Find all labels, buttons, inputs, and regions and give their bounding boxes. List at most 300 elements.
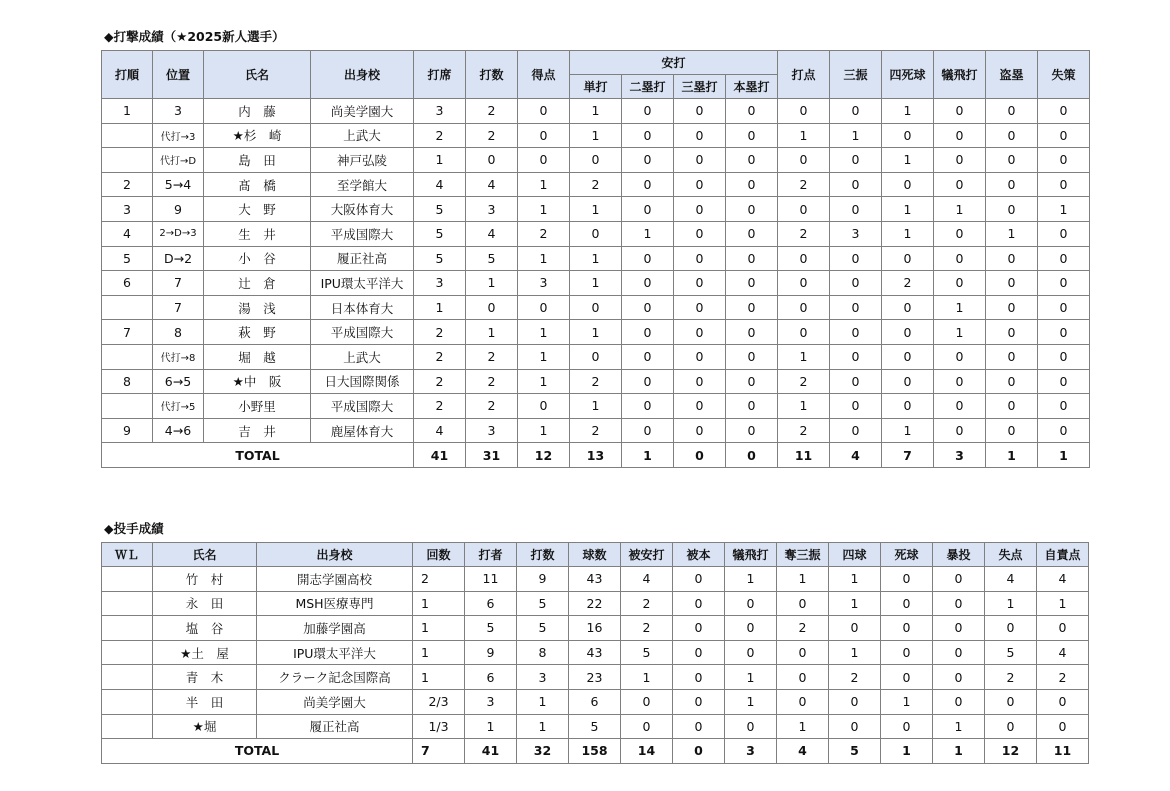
pitching-cell-hbp: 0 [881, 567, 933, 592]
batting-cell-err: 1 [1038, 197, 1090, 222]
header-school: 出身校 [257, 543, 413, 567]
batting-cell-rbi: 0 [778, 320, 830, 345]
batting-cell-rbi: 1 [778, 344, 830, 369]
pitching-cell-pitches: 43 [569, 567, 621, 592]
batting-cell-bb: 1 [882, 197, 934, 222]
pitching-total-hits: 14 [621, 739, 673, 764]
batting-cell-triple: 0 [674, 246, 726, 271]
batting-cell-pa: 5 [414, 197, 466, 222]
pitching-cell-bb: 1 [829, 567, 881, 592]
pitching-total-pitches: 158 [569, 739, 621, 764]
batting-cell-pa: 4 [414, 172, 466, 197]
batting-cell-rbi: 2 [778, 369, 830, 394]
batting-cell-bb: 0 [882, 123, 934, 148]
batting-cell-pos: 代打→D [153, 148, 204, 173]
batting-cell-pos: 9 [153, 197, 204, 222]
batting-total-single: 13 [570, 443, 622, 468]
header-hits-allowed: 被安打 [621, 543, 673, 567]
batting-cell-bb: 0 [882, 320, 934, 345]
pitching-cell-pitches: 5 [569, 714, 621, 739]
batting-cell-ab: 2 [466, 394, 518, 419]
pitching-cell-sac: 1 [725, 689, 777, 714]
batting-cell-rbi: 0 [778, 197, 830, 222]
header-home-run: 本塁打 [726, 75, 778, 99]
pitching-cell-hbp: 0 [881, 591, 933, 616]
header-strikeouts: 三振 [830, 51, 882, 99]
batting-cell-sac: 0 [934, 344, 986, 369]
pitching-cell-name: 半 田 [153, 689, 257, 714]
header-at-bats: 打数 [466, 51, 518, 99]
batting-cell-sb: 0 [986, 172, 1038, 197]
batting-cell-so: 0 [830, 369, 882, 394]
batting-cell-runs: 1 [518, 172, 570, 197]
batting-cell-name: 吉 井 [204, 418, 311, 443]
batting-cell-sb: 0 [986, 246, 1038, 271]
batting-cell-hr: 0 [726, 148, 778, 173]
batting-cell-pos: 4→6 [153, 418, 204, 443]
pitching-cell-ip: 1 [413, 591, 465, 616]
batting-cell-bb: 0 [882, 344, 934, 369]
batting-cell-sb: 1 [986, 221, 1038, 246]
batting-cell-triple: 0 [674, 295, 726, 320]
pitching-total-runs: 12 [985, 739, 1037, 764]
pitching-cell-school: IPU環太平洋大 [257, 640, 413, 665]
header-innings: 回数 [413, 543, 465, 567]
batting-row [102, 271, 1090, 296]
pitching-cell-hbp: 0 [881, 640, 933, 665]
batting-cell-single: 1 [570, 197, 622, 222]
batting-cell-bb: 1 [882, 418, 934, 443]
batting-cell-rbi: 0 [778, 99, 830, 124]
batting-row [102, 418, 1090, 443]
batting-cell-rbi: 2 [778, 172, 830, 197]
batting-cell-sb: 0 [986, 123, 1038, 148]
pitching-cell-runs: 0 [985, 616, 1037, 641]
header-hits: 安打 [570, 51, 778, 75]
pitching-cell-wl [102, 689, 153, 714]
batting-cell-err: 0 [1038, 99, 1090, 124]
batting-cell-runs: 0 [518, 123, 570, 148]
batting-cell-pa: 1 [414, 295, 466, 320]
batting-row [102, 344, 1090, 369]
pitching-cell-er: 4 [1037, 640, 1089, 665]
batting-cell-order [102, 123, 153, 148]
batting-cell-so: 0 [830, 418, 882, 443]
batting-cell-single: 1 [570, 246, 622, 271]
batting-cell-order: 3 [102, 197, 153, 222]
batting-cell-sb: 0 [986, 418, 1038, 443]
pitching-row [102, 591, 1089, 616]
batting-cell-runs: 0 [518, 295, 570, 320]
batting-cell-order: 1 [102, 99, 153, 124]
pitching-row [102, 567, 1089, 592]
pitching-cell-wl [102, 640, 153, 665]
batting-cell-single: 1 [570, 394, 622, 419]
batting-cell-double: 0 [622, 369, 674, 394]
batting-cell-double: 1 [622, 221, 674, 246]
batting-cell-name: 大 野 [204, 197, 311, 222]
batting-cell-sb: 0 [986, 320, 1038, 345]
batting-cell-pa: 2 [414, 394, 466, 419]
pitching-cell-so: 0 [777, 640, 829, 665]
pitching-cell-hr: 0 [673, 714, 725, 739]
batting-cell-pa: 4 [414, 418, 466, 443]
batting-cell-ab: 3 [466, 197, 518, 222]
batting-cell-school: 日本体育大 [311, 295, 414, 320]
pitching-cell-bf: 11 [465, 567, 517, 592]
pitching-cell-hr: 0 [673, 567, 725, 592]
batting-row [102, 246, 1090, 271]
pitching-cell-ip: 1 [413, 616, 465, 641]
batting-cell-bb: 0 [882, 394, 934, 419]
batting-cell-pos: D→2 [153, 246, 204, 271]
batting-cell-err: 0 [1038, 271, 1090, 296]
batting-cell-sb: 0 [986, 271, 1038, 296]
pitching-cell-bf: 5 [465, 616, 517, 641]
pitching-cell-hits: 2 [621, 616, 673, 641]
batting-cell-ab: 0 [466, 148, 518, 173]
batting-cell-pos: 8 [153, 320, 204, 345]
batting-cell-school: 大阪体育大 [311, 197, 414, 222]
batting-cell-single: 2 [570, 369, 622, 394]
pitching-cell-sac: 0 [725, 616, 777, 641]
pitching-cell-hr: 0 [673, 665, 725, 690]
header-runs-allowed: 失点 [985, 543, 1037, 567]
pitching-row [102, 665, 1089, 690]
header-plate-appearances: 打席 [414, 51, 466, 99]
batting-cell-err: 0 [1038, 295, 1090, 320]
batting-cell-ab: 2 [466, 344, 518, 369]
header-triple: 三塁打 [674, 75, 726, 99]
pitching-cell-hits: 0 [621, 714, 673, 739]
pitching-cell-so: 1 [777, 567, 829, 592]
batting-cell-ab: 3 [466, 418, 518, 443]
pitching-cell-runs: 4 [985, 567, 1037, 592]
batting-cell-single: 0 [570, 344, 622, 369]
header-school: 出身校 [311, 51, 414, 99]
batting-cell-triple: 0 [674, 344, 726, 369]
batting-cell-hr: 0 [726, 246, 778, 271]
batting-cell-double: 0 [622, 295, 674, 320]
pitching-cell-wp: 0 [933, 591, 985, 616]
batting-row [102, 148, 1090, 173]
pitching-cell-wl [102, 714, 153, 739]
pitching-cell-wl [102, 616, 153, 641]
batting-cell-runs: 2 [518, 221, 570, 246]
header-runs: 得点 [518, 51, 570, 99]
batting-cell-single: 0 [570, 221, 622, 246]
pitching-cell-bb: 2 [829, 665, 881, 690]
batting-cell-err: 0 [1038, 394, 1090, 419]
pitching-cell-ip: 1/3 [413, 714, 465, 739]
batting-cell-rbi: 0 [778, 246, 830, 271]
batting-cell-name: 小野里 [204, 394, 311, 419]
batting-total-pa: 41 [414, 443, 466, 468]
header-single: 単打 [570, 75, 622, 99]
batting-cell-hr: 0 [726, 271, 778, 296]
batting-cell-name: 小 谷 [204, 246, 311, 271]
batting-cell-hr: 0 [726, 99, 778, 124]
pitching-cell-wp: 0 [933, 616, 985, 641]
batting-cell-hr: 0 [726, 172, 778, 197]
pitching-cell-so: 2 [777, 616, 829, 641]
batting-cell-ab: 2 [466, 99, 518, 124]
batting-cell-name: 堀 越 [204, 344, 311, 369]
pitching-cell-school: 加藤学園高 [257, 616, 413, 641]
pitching-cell-pitches: 23 [569, 665, 621, 690]
batting-row [102, 295, 1090, 320]
batting-cell-pa: 2 [414, 320, 466, 345]
pitching-cell-ab: 8 [517, 640, 569, 665]
header-strikeouts: 奪三振 [777, 543, 829, 567]
pitching-cell-school: MSH医療専門 [257, 591, 413, 616]
batting-total-bb: 7 [882, 443, 934, 468]
pitching-cell-sac: 1 [725, 665, 777, 690]
batting-cell-triple: 0 [674, 221, 726, 246]
batting-cell-bb: 2 [882, 271, 934, 296]
pitching-row [102, 616, 1089, 641]
batting-cell-so: 3 [830, 221, 882, 246]
header-errors: 失策 [1038, 51, 1090, 99]
pitching-cell-ab: 1 [517, 714, 569, 739]
header-sacrifices: 犠飛打 [725, 543, 777, 567]
batting-total-triple: 0 [674, 443, 726, 468]
pitching-cell-ab: 3 [517, 665, 569, 690]
batting-total-ab: 31 [466, 443, 518, 468]
batting-cell-double: 0 [622, 394, 674, 419]
pitching-cell-name: ★堀 [153, 714, 257, 739]
pitching-cell-bb: 1 [829, 640, 881, 665]
pitching-cell-pitches: 22 [569, 591, 621, 616]
pitching-cell-sac: 0 [725, 640, 777, 665]
batting-cell-school: 至学館大 [311, 172, 414, 197]
pitching-cell-hr: 0 [673, 640, 725, 665]
batting-cell-runs: 3 [518, 271, 570, 296]
pitching-cell-school: 開志学園高校 [257, 567, 413, 592]
batting-cell-triple: 0 [674, 172, 726, 197]
pitching-cell-ab: 5 [517, 591, 569, 616]
header-hit-by-pitch: 死球 [881, 543, 933, 567]
batting-cell-order: 8 [102, 369, 153, 394]
batting-cell-sac: 0 [934, 99, 986, 124]
pitching-cell-runs: 0 [985, 689, 1037, 714]
pitching-total-bb: 5 [829, 739, 881, 764]
batting-cell-so: 0 [830, 271, 882, 296]
pitching-cell-er: 0 [1037, 616, 1089, 641]
batting-cell-pos: 7 [153, 271, 204, 296]
pitching-cell-pitches: 43 [569, 640, 621, 665]
batting-cell-hr: 0 [726, 344, 778, 369]
pitching-cell-so: 0 [777, 665, 829, 690]
batting-cell-rbi: 1 [778, 394, 830, 419]
header-home-runs-allowed: 被本 [673, 543, 725, 567]
pitching-cell-wl [102, 591, 153, 616]
batting-cell-sb: 0 [986, 197, 1038, 222]
pitching-cell-sac: 0 [725, 714, 777, 739]
batting-cell-school: 平成国際大 [311, 320, 414, 345]
batting-cell-sac: 0 [934, 394, 986, 419]
batting-row [102, 320, 1090, 345]
pitching-cell-ip: 1 [413, 640, 465, 665]
pitching-cell-ab: 9 [517, 567, 569, 592]
batting-cell-double: 0 [622, 246, 674, 271]
pitching-cell-hbp: 1 [881, 689, 933, 714]
pitching-section-title: ◆投手成績 [104, 521, 164, 536]
batting-cell-err: 0 [1038, 246, 1090, 271]
pitching-cell-bf: 9 [465, 640, 517, 665]
batting-cell-bb: 1 [882, 221, 934, 246]
batting-cell-school: IPU環太平洋大 [311, 271, 414, 296]
batting-cell-rbi: 0 [778, 148, 830, 173]
batting-cell-pa: 3 [414, 271, 466, 296]
pitching-cell-name: 永 田 [153, 591, 257, 616]
pitching-cell-bb: 1 [829, 591, 881, 616]
pitching-total-ip: 7 [413, 739, 465, 764]
batting-cell-runs: 0 [518, 99, 570, 124]
batting-cell-pa: 2 [414, 344, 466, 369]
batting-cell-runs: 0 [518, 148, 570, 173]
pitching-cell-hbp: 0 [881, 665, 933, 690]
pitching-cell-hr: 0 [673, 689, 725, 714]
batting-cell-runs: 1 [518, 369, 570, 394]
header-walks-hbp: 四死球 [882, 51, 934, 99]
batting-cell-err: 0 [1038, 172, 1090, 197]
batting-cell-name: ★杉 崎 [204, 123, 311, 148]
batting-cell-runs: 0 [518, 394, 570, 419]
pitching-cell-school: 履正社高 [257, 714, 413, 739]
batting-cell-sb: 0 [986, 148, 1038, 173]
batting-cell-pos: 6→5 [153, 369, 204, 394]
pitching-cell-bb: 0 [829, 714, 881, 739]
pitching-cell-pitches: 16 [569, 616, 621, 641]
batting-cell-school: 履正社高 [311, 246, 414, 271]
batting-cell-school: 尚美学園大 [311, 99, 414, 124]
pitching-cell-bb: 0 [829, 689, 881, 714]
header-name: 氏名 [153, 543, 257, 567]
pitching-cell-wp: 0 [933, 567, 985, 592]
batting-row [102, 123, 1090, 148]
batting-cell-order [102, 295, 153, 320]
batting-cell-triple: 0 [674, 369, 726, 394]
batting-cell-hr: 0 [726, 394, 778, 419]
batting-total-runs: 12 [518, 443, 570, 468]
pitching-total-row [102, 739, 1089, 764]
batting-cell-double: 0 [622, 344, 674, 369]
batting-cell-ab: 0 [466, 295, 518, 320]
pitching-cell-pitches: 6 [569, 689, 621, 714]
batting-stats-table [101, 50, 1090, 468]
batting-cell-order: 2 [102, 172, 153, 197]
pitching-cell-wl [102, 567, 153, 592]
pitching-cell-wp: 1 [933, 714, 985, 739]
batting-cell-sb: 0 [986, 369, 1038, 394]
batting-cell-sac: 1 [934, 295, 986, 320]
batting-cell-sb: 0 [986, 295, 1038, 320]
batting-total-sac: 3 [934, 443, 986, 468]
batting-cell-pa: 1 [414, 148, 466, 173]
pitching-cell-sac: 0 [725, 591, 777, 616]
batting-cell-err: 0 [1038, 320, 1090, 345]
pitching-cell-wl [102, 665, 153, 690]
batting-cell-sac: 0 [934, 246, 986, 271]
pitching-cell-name: 竹 村 [153, 567, 257, 592]
batting-cell-sac: 0 [934, 172, 986, 197]
batting-cell-pos: 代打→3 [153, 123, 204, 148]
batting-cell-rbi: 0 [778, 271, 830, 296]
batting-cell-err: 0 [1038, 369, 1090, 394]
batting-cell-double: 0 [622, 320, 674, 345]
pitching-cell-hr: 0 [673, 591, 725, 616]
batting-cell-double: 0 [622, 99, 674, 124]
batting-cell-rbi: 2 [778, 418, 830, 443]
pitching-stats-table [101, 542, 1089, 764]
batting-cell-pos: 代打→8 [153, 344, 204, 369]
batting-row [102, 221, 1090, 246]
batting-cell-school: 上武大 [311, 344, 414, 369]
batting-total-err: 1 [1038, 443, 1090, 468]
batting-cell-bb: 1 [882, 99, 934, 124]
pitching-cell-er: 2 [1037, 665, 1089, 690]
batting-cell-err: 0 [1038, 221, 1090, 246]
batting-cell-order: 9 [102, 418, 153, 443]
batting-cell-so: 1 [830, 123, 882, 148]
batting-row [102, 369, 1090, 394]
batting-row [102, 172, 1090, 197]
batting-cell-triple: 0 [674, 123, 726, 148]
batting-cell-ab: 2 [466, 123, 518, 148]
batting-cell-school: 神戸弘陵 [311, 148, 414, 173]
batting-cell-so: 0 [830, 295, 882, 320]
pitching-total-er: 11 [1037, 739, 1089, 764]
batting-cell-rbi: 0 [778, 295, 830, 320]
batting-cell-double: 0 [622, 418, 674, 443]
batting-cell-rbi: 2 [778, 221, 830, 246]
pitching-cell-er: 0 [1037, 689, 1089, 714]
batting-cell-hr: 0 [726, 123, 778, 148]
header-wl: ＷＬ [102, 543, 153, 567]
batting-cell-ab: 1 [466, 320, 518, 345]
pitching-cell-hits: 4 [621, 567, 673, 592]
batting-cell-sac: 1 [934, 320, 986, 345]
batting-cell-err: 0 [1038, 344, 1090, 369]
batting-cell-name: 髙 橋 [204, 172, 311, 197]
pitching-row [102, 689, 1089, 714]
batting-cell-double: 0 [622, 123, 674, 148]
pitching-cell-hits: 1 [621, 665, 673, 690]
batting-total-double: 1 [622, 443, 674, 468]
batting-cell-pos: 2→D→3 [153, 221, 204, 246]
pitching-cell-runs: 2 [985, 665, 1037, 690]
pitching-row [102, 714, 1089, 739]
batting-cell-ab: 4 [466, 221, 518, 246]
pitching-cell-school: 尚美学園大 [257, 689, 413, 714]
pitching-cell-ab: 1 [517, 689, 569, 714]
batting-cell-so: 0 [830, 148, 882, 173]
pitching-cell-ip: 2 [413, 567, 465, 592]
batting-cell-so: 0 [830, 197, 882, 222]
batting-cell-ab: 2 [466, 369, 518, 394]
batting-cell-triple: 0 [674, 320, 726, 345]
batting-cell-single: 2 [570, 172, 622, 197]
batting-cell-pos: 3 [153, 99, 204, 124]
pitching-cell-wp: 0 [933, 640, 985, 665]
batting-cell-triple: 0 [674, 148, 726, 173]
pitching-cell-hbp: 0 [881, 616, 933, 641]
batting-cell-single: 0 [570, 295, 622, 320]
batting-cell-sac: 0 [934, 369, 986, 394]
batting-cell-name: 辻 倉 [204, 271, 311, 296]
pitching-total-so: 4 [777, 739, 829, 764]
